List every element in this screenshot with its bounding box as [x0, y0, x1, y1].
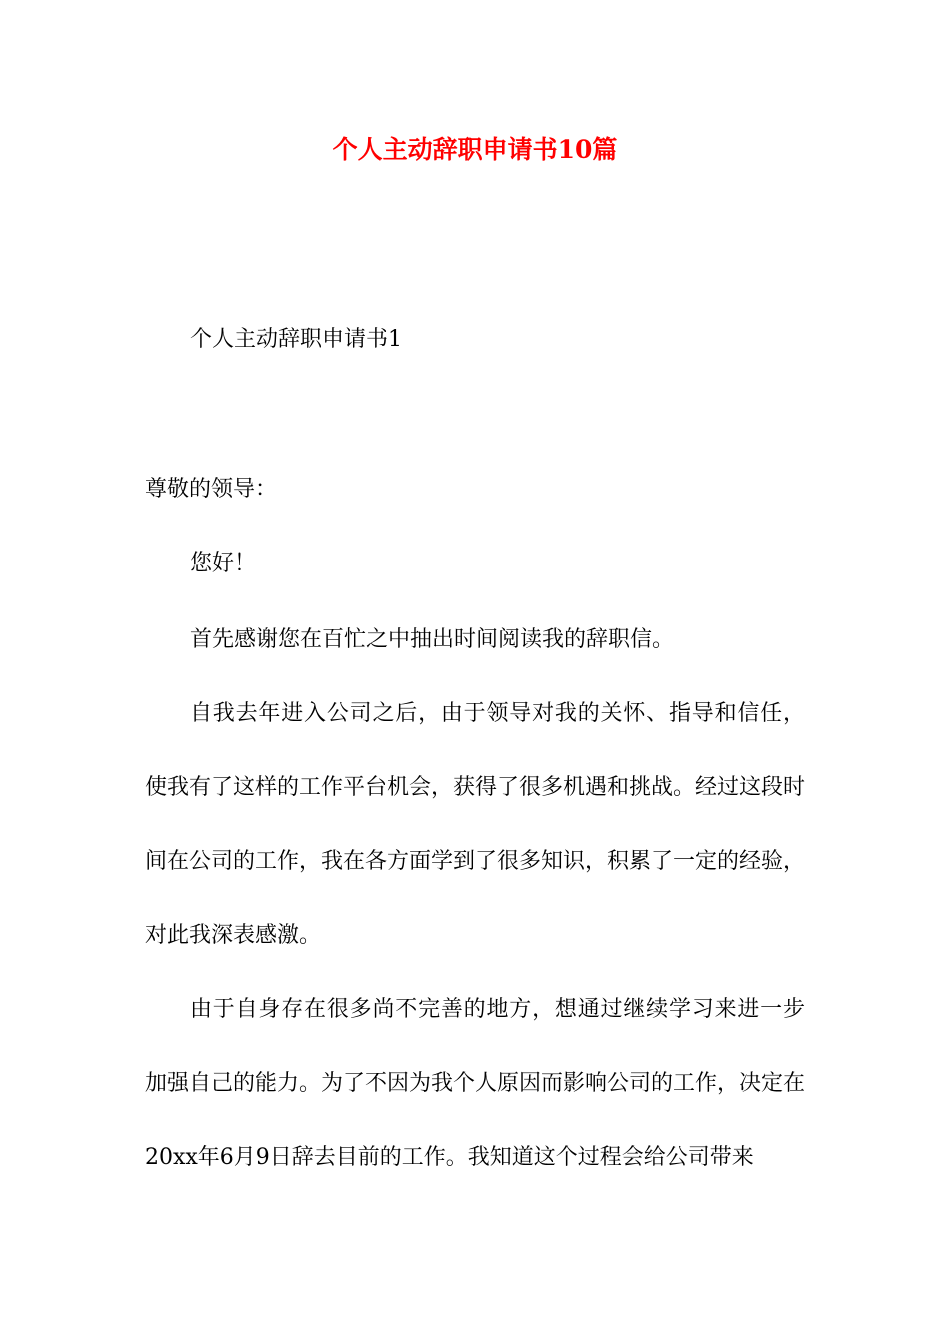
paragraph: 由于自身存在很多尚不完善的地方，想通过继续学习来进一步加强自己的能力。为了不因为我个人原因而影响公司的工作，决定在20xx年6月9日辞去目前的工作。我知道这个过程会给公司带来	[145, 997, 806, 1170]
paragraph: 首先感谢您在百忙之中抽出时间阅读我的辞职信。	[190, 627, 675, 652]
greeting: 您好！	[190, 551, 257, 576]
paragraph: 自我去年进入公司之后，由于领导对我的关怀、指导和信任，使我有了这样的工作平台机会，获得了很多机遇和挑战。经过这段时间在公司的工作，我在各方面学到了很多知识，积累了一定的经验，对此我深表感激。	[145, 701, 806, 948]
section-heading: 个人主动辞职申请书1	[190, 327, 402, 352]
document-title: 个人主动辞职申请书10篇	[332, 135, 618, 164]
salutation: 尊敬的领导：	[145, 477, 278, 502]
